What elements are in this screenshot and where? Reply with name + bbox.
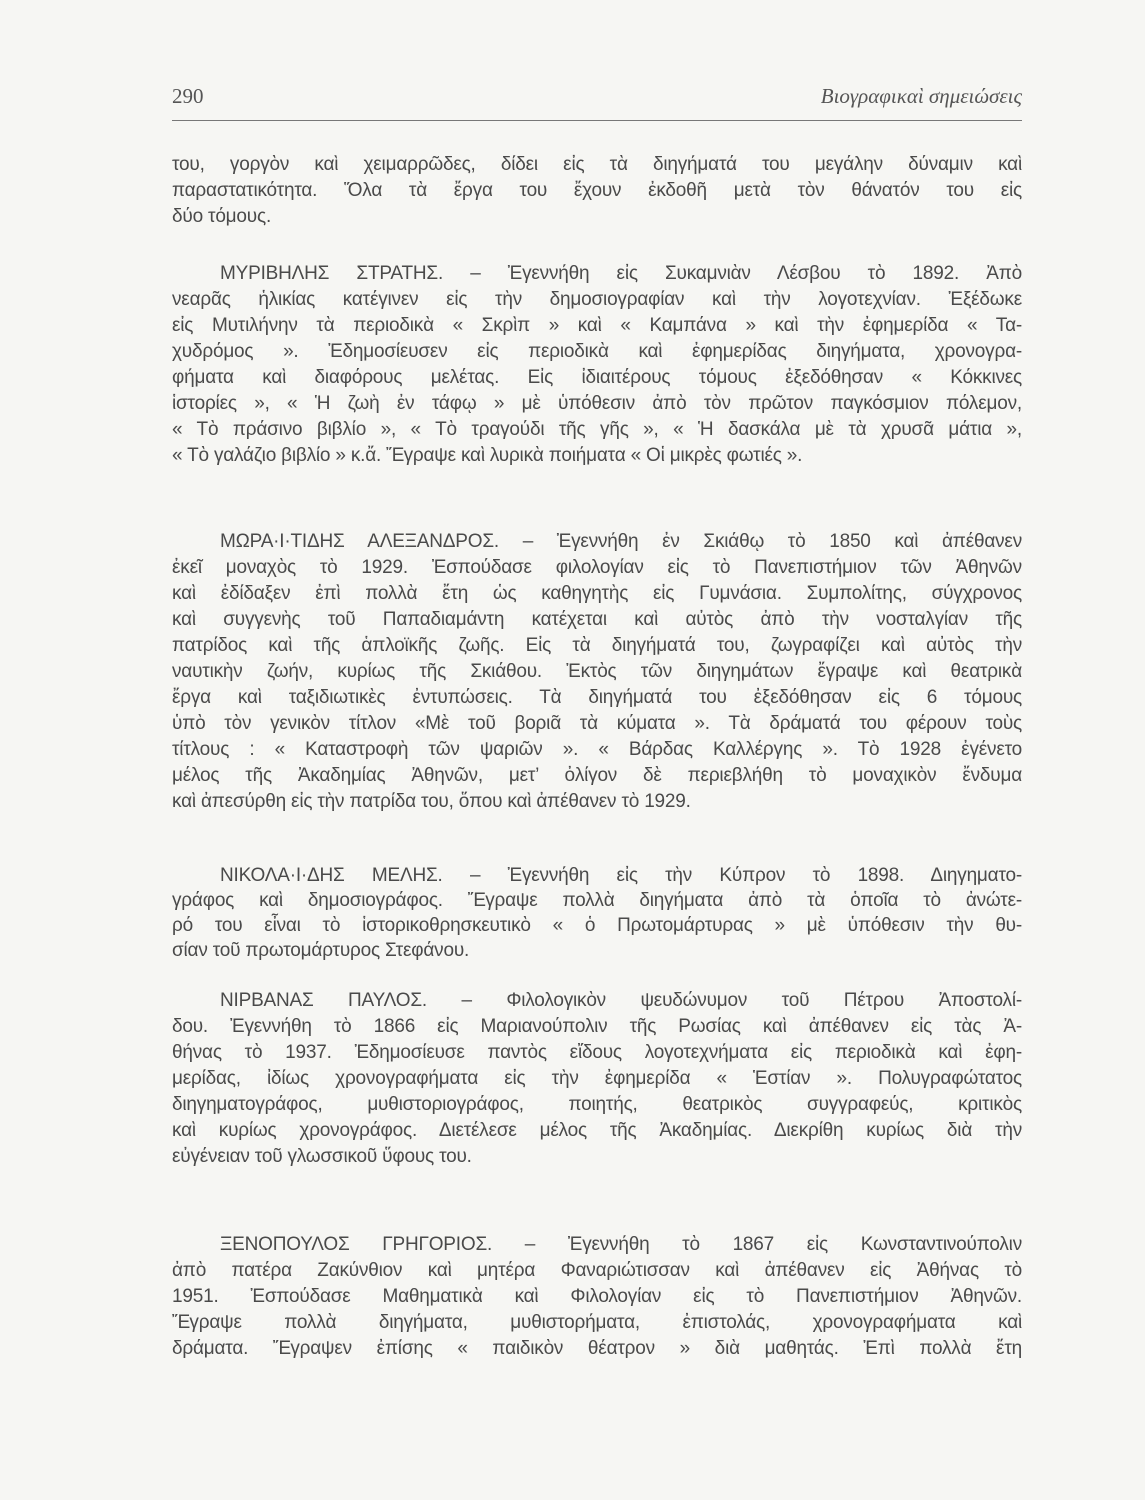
entry-moraitidis <box>172 529 1022 815</box>
header-rule <box>172 120 1022 121</box>
text-line: εἰς Μυτιλήνην τὰ περιοδικὰ « Σκρὶπ » καὶ « Καμπάνα » καὶ τὴν ἐφημερίδα « Τα- <box>172 315 1022 336</box>
text-line: ἀπὸ πατέρα Ζακύνθιον καὶ μητέρα Φαναριώτισσαν καὶ ἀπέθανεν εἰς Ἀθήνας τὸ <box>172 1260 1022 1281</box>
entry-myrivilis <box>172 261 1022 469</box>
text-line: εὐγένειαν τοῦ γλωσσικοῦ ὕφους του. <box>172 1146 472 1167</box>
text-line: νεαρᾶς ἡλικίας κατέγινεν εἰς τὴν δημοσιογραφίαν καὶ τὴν λογοτεχνίαν. Ἐξέδωκε <box>172 289 1022 310</box>
text-line: πατρίδος καὶ τῆς ἁπλοϊκῆς ζωῆς. Εἰς τὰ διηγήματά του, ζωγραφίζει καὶ αὐτὸς τὴν <box>172 635 1022 656</box>
text-line: τίτλους : « Καταστροφὴ τῶν ψαριῶν ». « Βάρδας Καλλέργης ». Τὸ 1928 ἐγένετο <box>172 739 1022 760</box>
text-line: ἔργα καὶ ταξιδιωτικὲς ἐντυπώσεις. Τὰ διηγήματά του ἐξεδόθησαν εἰς 6 τόμους <box>172 687 1022 708</box>
text-line: ρό του εἶναι τὸ ἱστορικοθρησκευτικὸ « ὁ Πρωτομάρτυρας » μὲ ὑπόθεσιν τὴν θυ- <box>172 915 1022 936</box>
text-line: δου. Ἐγεννήθη τὸ 1866 εἰς Μαριανούπολιν τῆς Ρωσίας καὶ ἀπέθανεν εἰς τὰς Ἀ- <box>172 1016 1022 1037</box>
text-line: δύο τόμους. <box>172 206 272 227</box>
text-line: ΜΥΡΙΒΗΛΗΣ ΣΤΡΑΤΗΣ. – Ἐγεννήθη εἰς Συκαμνιὰν Λέσβου τὸ 1892. Ἀπὸ <box>220 263 1022 284</box>
text-line: παραστατικότητα. Ὅλα τὰ ἔργα του ἔχουν ἐκδοθῆ μετὰ τὸν θάνατόν του εἰς <box>172 180 1022 201</box>
text-line: ΜΩΡΑ·Ι·ΤΙΔΗΣ ΑΛΕΞΑΝΔΡΟΣ. – Ἐγεννήθη ἐν Σκιάθῳ τὸ 1850 καὶ ἀπέθανεν <box>220 531 1022 552</box>
running-title: Βιογραφικαὶ σημειώσεις <box>820 84 1022 108</box>
entry-xenopoulos <box>172 1232 1022 1362</box>
text-line: γράφος καὶ δημοσιογράφος. Ἔγραψε πολλὰ διηγήματα ἀπὸ τὰ ὁποῖα τὸ ἀνώτε- <box>172 890 1022 911</box>
text-line: ἐκεῖ μοναχὸς τὸ 1929. Ἐσπούδασε φιλολογίαν εἰς τὸ Πανεπιστήμιον τῶν Ἀθηνῶν <box>172 557 1022 578</box>
text-line: « Τὸ πράσινο βιβλίο », « Τὸ τραγούδι τῆς γῆς », « Ἡ δασκάλα μὲ τὰ χρυσᾶ μάτια », <box>172 419 1022 440</box>
text-line: ΝΙΚΟΛΑ·Ι·ΔΗΣ ΜΕΛΗΣ. – Ἐγεννήθη εἰς τὴν Κύπρον τὸ 1898. Διηγηματο- <box>220 865 1022 886</box>
text-line: καὶ ἐδίδαξεν ἐπὶ πολλὰ ἔτη ὡς καθηγητὴς εἰς Γυμνάσια. Συμπολίτης, σύγχρονος <box>172 583 1022 604</box>
text-line: ΝΙΡΒΑΝΑΣ ΠΑΥΛΟΣ. – Φιλολογικὸν ψευδώνυμον τοῦ Πέτρου Ἀποστολί- <box>220 990 1022 1011</box>
paragraph-continuation <box>172 152 1022 230</box>
text-line: μέλος τῆς Ἀκαδημίας Ἀθηνῶν, μετ’ ὀλίγον δὲ περιεβλήθη τὸ μοναχικὸν ἔνδυμα <box>172 765 1022 786</box>
entry-nikolaidis <box>172 863 1022 963</box>
page-number: 290 <box>172 84 204 108</box>
text-line: 1951. Ἐσπούδασε Μαθηματικὰ καὶ Φιλολογίαν εἰς τὸ Πανεπιστήμιον Ἀθηνῶν. <box>172 1286 1022 1307</box>
text-line: καὶ κυρίως χρονογράφος. Διετέλεσε μέλος τῆς Ἀκαδημίας. Διεκρίθη κυρίως διὰ τὴν <box>172 1120 1022 1141</box>
text-line: του, γοργὸν καὶ χειμαρρῶδες, δίδει εἰς τὰ διηγήματά του μεγάλην δύναμιν καὶ <box>172 154 1022 175</box>
text-line: θήνας τὸ 1937. Ἐδημοσίευσε παντὸς εἴδους λογοτεχνήματα εἰς περιοδικὰ καὶ ἐφη- <box>172 1042 1022 1063</box>
text-line: Ἔγραψε πολλὰ διηγήματα, μυθιστορήματα, ἐπιστολάς, χρονογραφήματα καὶ <box>172 1312 1022 1333</box>
text-line: καὶ ἀπεσύρθη εἰς τὴν πατρίδα του, ὅπου καὶ ἀπέθανεν τὸ 1929. <box>172 791 691 812</box>
text-line: ναυτικὴν ζωήν, κυρίως τῆς Σκιάθου. Ἐκτὸς τῶν διηγημάτων ἔγραψε καὶ θεατρικὰ <box>172 661 1022 682</box>
text-line: ἱστορίες », « Ἡ ζωὴ ἐν τάφῳ » μὲ ὑπόθεσιν ἀπὸ τὸν πρῶτον παγκόσμιον πόλεμον, <box>172 393 1022 414</box>
text-line: ΞΕΝΟΠΟΥΛΟΣ ΓΡΗΓΟΡΙΟΣ. – Ἐγεννήθη τὸ 1867 εἰς Κωνσταντινούπολιν <box>220 1234 1022 1255</box>
text-line: μερίδας, ἰδίως χρονογραφήματα εἰς τὴν ἐφημερίδα « Ἑστίαν ». Πολυγραφώτατος <box>172 1068 1022 1089</box>
text-line: χυδρόμος ». Ἐδημοσίευσεν εἰς περιοδικὰ καὶ ἐφημερίδας διηγήματα, χρονογρα- <box>172 341 1022 362</box>
text-line: δράματα. Ἔγραψεν ἐπίσης « παιδικὸν θέατρον » διὰ μαθητάς. Ἐπὶ πολλὰ ἔτη <box>172 1338 1022 1359</box>
entry-nirvanas <box>172 988 1022 1170</box>
text-line: φήματα καὶ διαφόρους μελέτας. Εἰς ἰδιαιτέρους τόμους ἐξεδόθησαν « Κόκκινες <box>172 367 1022 388</box>
text-line: « Τὸ γαλάζιο βιβλίο » κ.ἄ. Ἔγραψε καὶ λυρικὰ ποιήματα « Οἱ μικρὲς φωτιές ». <box>172 445 803 466</box>
text-line: σίαν τοῦ πρωτομάρτυρος Στεφάνου. <box>172 940 470 961</box>
text-line: καὶ συγγενὴς τοῦ Παπαδιαμάντη κατέχεται καὶ αὐτὸς ἀπὸ τὴν νοσταλγίαν τῆς <box>172 609 1022 630</box>
text-line: ὑπὸ τὸν γενικὸν τίτλον «Μὲ τοῦ βοριᾶ τὰ κύματα ». Τὰ δράματά του φέρουν τοὺς <box>172 713 1022 734</box>
text-line: διηγηματογράφος, μυθιστοριογράφος, ποιητής, θεατρικὸς συγγραφεύς, κριτικὸς <box>172 1094 1022 1115</box>
